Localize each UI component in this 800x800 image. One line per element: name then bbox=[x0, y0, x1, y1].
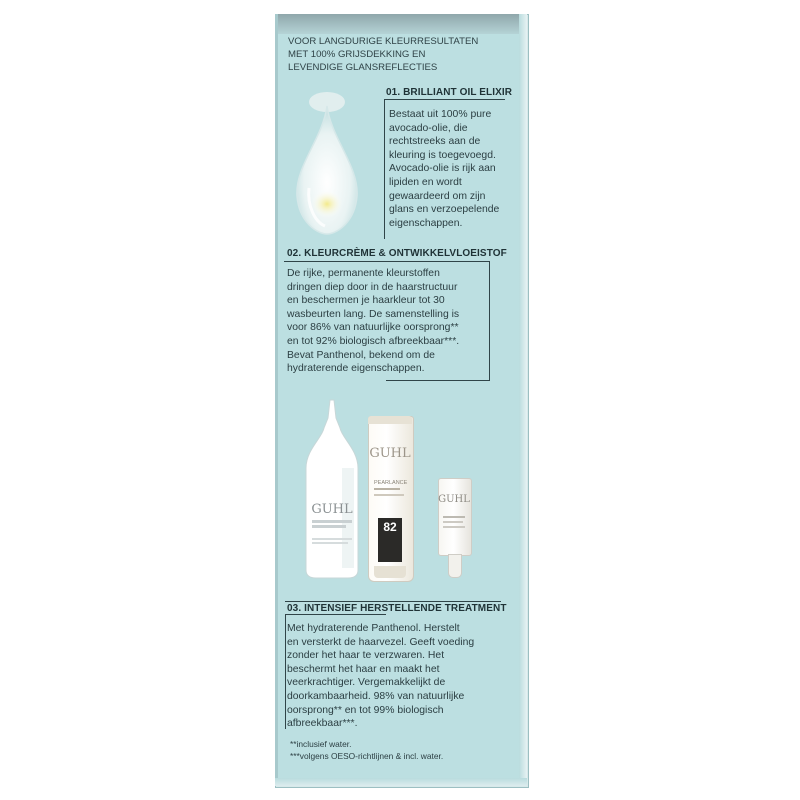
package-top-edge bbox=[275, 14, 527, 34]
section3-body bbox=[287, 622, 512, 731]
section1-title: 01. BRILLIANT OIL ELIXIR bbox=[386, 87, 513, 98]
text-line: afbreekbaar***. bbox=[287, 718, 358, 730]
text-line: De rijke, permanente kleurstoffen bbox=[287, 268, 440, 279]
text-line: lipiden en wordt bbox=[389, 176, 462, 188]
label-line bbox=[374, 488, 400, 490]
divider bbox=[284, 261, 490, 262]
text-line: wasbeurten lang. De samenstelling is bbox=[287, 308, 460, 320]
footnote: **inclusief water. bbox=[290, 739, 352, 749]
text-line: en tot 92% biologisch afbreekbaar***. bbox=[287, 335, 460, 347]
text-line: avocado-olie, die bbox=[389, 122, 468, 134]
footnote: ***volgens OESO-richtlijnen & incl. water. bbox=[290, 751, 444, 761]
divider bbox=[384, 99, 505, 100]
text-line: eigenschappen. bbox=[389, 217, 463, 229]
package-left-edge bbox=[275, 14, 278, 786]
label-line bbox=[443, 516, 465, 518]
intro-line: LEVENDIGE GLANSREFLECTIES bbox=[288, 62, 438, 73]
tube-brand: PEARLANCE bbox=[374, 480, 408, 486]
divider bbox=[384, 99, 385, 239]
text-line: veerkrachtiger. Vergemakkelijkt de bbox=[287, 677, 446, 689]
footnotes bbox=[290, 738, 515, 762]
text-line: Bevat Panthenol, bekend om de bbox=[287, 349, 435, 361]
label-line bbox=[312, 525, 346, 528]
text-line: voor 86% van natuurlijke oorsprong** bbox=[287, 322, 459, 334]
text-line: en versterkt de haarvezel. Geeft voeding bbox=[287, 636, 475, 648]
divider bbox=[285, 614, 286, 729]
tube-crimp bbox=[368, 416, 412, 424]
text-line: dringen diep door in de haarstructuur bbox=[287, 281, 458, 293]
text-line: doorkambaarheid. 98% van natuurlijke bbox=[287, 690, 465, 702]
oil-drop-illustration bbox=[287, 88, 367, 238]
section3-title: 03. INTENSIEF HERSTELLENDE TREATMENT bbox=[287, 603, 507, 614]
label-line bbox=[312, 538, 352, 540]
developer-bottle bbox=[302, 398, 362, 580]
section2-title: 02. KLEURCRÈME & ONTWIKKELVLOEISTOF bbox=[287, 248, 507, 259]
shade-number: 82 bbox=[383, 520, 397, 534]
text-line: beschermt het haar en maakt het bbox=[287, 663, 440, 675]
color-cream-tube bbox=[368, 416, 412, 580]
tube-cap bbox=[374, 566, 406, 578]
intro-text bbox=[288, 35, 518, 74]
label-line bbox=[374, 494, 404, 496]
text-line: Bestaat uit 100% pure bbox=[389, 109, 492, 120]
section1-body bbox=[389, 108, 519, 230]
text-line: glans en verzoepelende bbox=[389, 204, 500, 216]
label-line bbox=[443, 521, 463, 523]
label-line bbox=[312, 520, 352, 523]
section2-body bbox=[287, 267, 497, 376]
package-right-edge bbox=[519, 14, 527, 786]
package-bottom-edge bbox=[275, 778, 527, 786]
treatment-tube bbox=[435, 478, 473, 580]
text-line: en beschermen je haarkleur tot 30 bbox=[287, 295, 445, 307]
label-line bbox=[443, 526, 465, 528]
intro-line: VOOR LANGDURIGE KLEURRESULTATEN bbox=[288, 36, 479, 47]
text-line: gewaardeerd om zijn bbox=[389, 190, 486, 202]
bottle-shape bbox=[302, 398, 362, 580]
text-line: Met hydraterende Panthenol. Herstelt bbox=[287, 623, 460, 634]
treatment-logo: GUHL bbox=[438, 494, 470, 505]
text-line: Avocado-olie is rijk aan bbox=[389, 163, 496, 175]
text-line: oorsprong** en tot 99% biologisch bbox=[287, 704, 444, 716]
text-line: zonder het haar te verzwaren. Het bbox=[287, 650, 445, 662]
tube-logo: GUHL bbox=[369, 446, 411, 461]
text-line: kleuring is toegevoegd. bbox=[389, 149, 496, 161]
divider bbox=[285, 614, 386, 615]
label-line bbox=[312, 542, 348, 544]
divider bbox=[285, 601, 501, 602]
text-line: rechtstreeks aan de bbox=[389, 136, 481, 148]
divider bbox=[386, 380, 490, 381]
text-line: hydraterende eigenschappen. bbox=[287, 363, 425, 375]
intro-line: MET 100% GRIJSDEKKING EN bbox=[288, 49, 426, 60]
bottle-logo: GUHL bbox=[311, 502, 353, 517]
treatment-nozzle bbox=[448, 554, 462, 578]
